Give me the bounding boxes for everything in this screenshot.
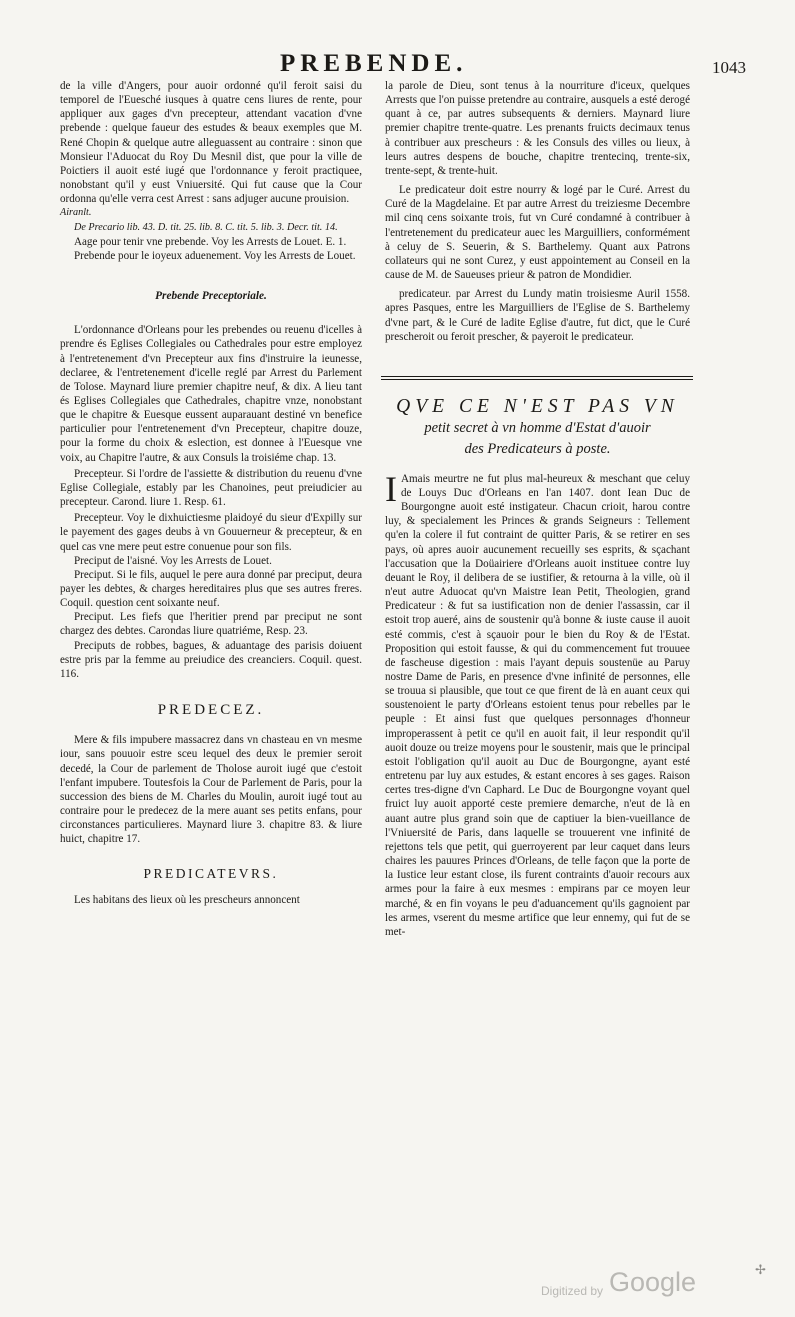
left-column-paragraph: Preciputs de robbes, bagues, & aduantage des parisis doiuent estre pris par la femme au preiudice des creanciers. Coquil. quest. 116. bbox=[60, 639, 362, 680]
left-column-paragraph: Preciput de l'aisné. Voy les Arrests de Louet. bbox=[74, 554, 272, 567]
chapter-subtitle-line-2: des Predicateurs à poste. bbox=[464, 440, 611, 457]
digitized-by-label: Digitized by bbox=[541, 1284, 604, 1298]
left-column-paragraph: De Precario lib. 43. D. tit. 25. lib. 8. C. tit. 5. lib. 3. Decr. tit. 14. bbox=[74, 221, 338, 233]
right-column bbox=[385, 79, 690, 939]
left-column-paragraph: Precepteur. Si l'ordre de l'assiette & distribution du reuenu d'vne Eglise Collegiale, estably par les Chanoines, peut preiudicier au precepteur. Carond. liure 1. Resp. 61. bbox=[60, 467, 362, 509]
left-column-paragraph: de la ville d'Angers, pour auoir ordonné qu'il feroit saisi du temporel de l'Euesché iusques à quatre cens liures de rente, pour appliquer aux gages d'vn precepteur, attendant vacation d'vne prebende : quelque faueur des estudes & beaux exemples que M. René Chopin & quelque autre alleguassent au contraire : sinon que Monsieur l'Aduocat du Roy Du Mesnil dist, que pour la ville de Poictiers il auoit esté iugé que l'ordonnance y feroit practiquee, nonobstant qu'il y eust Vniuersité. Qui fut cause que la Cour ordonna qu'elle verra cest Arrest : sans adjuger aucune prouision. bbox=[60, 80, 362, 206]
chapter-body bbox=[385, 468, 690, 939]
chapter-subtitle-line-1: petit secret à vn homme d'Estat d'auoir bbox=[424, 419, 651, 436]
right-column-paragraphs bbox=[385, 79, 690, 344]
left-column-paragraph: Airanlt. bbox=[60, 207, 92, 219]
running-header bbox=[0, 50, 795, 80]
right-column-paragraph: la parole de Dieu, sont tenus à la nourriture d'iceux, quelques Arrests que l'on puisse pretendre au contraire, ausquels a esté derogé quant à ce, par autres subsequents & derniers. Maynard liure premier chapitre trente-quatre. Les prenants fruicts decimaux tenus à contribuer aux prescheurs : & les Consuls des villes ou lieux, à leurs autres despens de bouche, chapitre trentecinq, trente-six, trente-sept, & trente-huit. bbox=[385, 80, 690, 177]
google-watermark bbox=[541, 1265, 731, 1305]
left-column-paragraph: Precepteur. Voy le dixhuictiesme plaidoyé du sieur d'Expilly sur le payement des gages deubs à vn Gouuerneur & precepteur, & en quel cas vne mere peut estre conuenue pour son fils. bbox=[60, 512, 362, 553]
drop-cap: I bbox=[385, 468, 397, 509]
left-column-paragraph: PREDICATEVRS. bbox=[143, 865, 279, 881]
left-column-paragraph: Aage pour tenir vne prebende. Voy les Arrests de Louet. E. 1. bbox=[74, 235, 347, 248]
decorative-ornament-icon: ✢ bbox=[755, 1262, 766, 1277]
left-column bbox=[60, 79, 362, 907]
running-title: PREBENDE. bbox=[280, 50, 468, 77]
page-number: 1043 bbox=[712, 58, 746, 77]
left-column-paragraph: PREDECEZ. bbox=[157, 702, 265, 719]
right-column-paragraph: Le predicateur doit estre nourry & logé par le Curé. Arrest du Curé de la Magdelaine. Et par autre Arrest du treiziesme Decembre mil cinq cens soixante trois, fut vn Curé condamné à contribuer à l'entretenement du predicateur auec les Marguilliers, conformément à celuy de S. Seuerin, & S. Barthelemy. Quant aux Patrons collateurs qui ne sont Curez, y eust appointement au Conseil en la cause de M. de Saueuses prieur & patron de Mondidier. bbox=[385, 184, 690, 282]
left-column-paragraph: L'ordonnance d'Orleans pour les prebendes ou reuenu d'icelles à prendre és Eglises Collegiales ou Cathedrales pour estre employez à l'entretenement d'vn Precepteur aux fins d'instruire la ieunesse, declaree, & l'entretenement d'icelle reglé par Arrest du Parlement de Tolose. Maynard liure premier chapitre neuf, & dix. A lieu tant és Eglises Collegiales que Cathedrales, chapitre vnze, nonobstant que le chapitre & Euesque eussent auparauant destiné vn benefice particulier pour l'entretenement d'vn Precepteur, chapitre douze, pour la forme du choix & eslection, est donnee à l'Euesque vne voix, au Chapitre l'autre, & aux Consuls la troisiéme chap. 13. bbox=[60, 324, 362, 464]
left-column-paragraph: Prebende pour le ioyeux aduenement. Voy les Arrests de Louet. bbox=[74, 249, 356, 262]
left-column-paragraph: Les habitans des lieux où les prescheurs annoncent bbox=[74, 893, 300, 906]
left-column-paragraph: Prebende Preceptoriale. bbox=[155, 290, 267, 303]
right-column-paragraph: predicateur. par Arrest du Lundy matin troisiesme Auril 1558. apres Pasques, entre les Marguilliers de l'Eglise de S. Barthelemy d'vne part, & le Curé de ladite Eglise d'autre, fut dict, que le Curé prescheroit ou feroit prescher, & payeroit le predicateur. bbox=[385, 288, 690, 343]
chapter-body-text: Amais meurtre ne fut plus mal-heureux & meschant que celuy de Louys Duc d'Orleans en l'an 1407. dont Iean Duc de Bourgongne auoit esté instigateur. Chacun crioit, harou contre luy, & specialement les Princes & grands Seigneurs : Tellement qu'en la colere il fut contraint de quitter Paris, & se retirer en ses pays, où apres auoir aucunement recueilly ses esprits, & sçachant l'accusation que la Doüairiere d'Orleans auoit instituee contre luy deuant le Roy, il delibera de se iustifier, & retourna à la ville, où il n'eut autre Aduocat qu'vn Maistre Iean Petit, Theologien, grand Predicateur : & fut sa iustification non de denier l'assassin, car il estoit trop aueré, ains de soustenir qu'à bonne & iuste cause il auoit esté commis, c'est à sçauoir pour le bien du Roy & de l'Estat. Proposition qui estoit fausse, & qui du commencement fut trouuee de fascheuse digestion : mais l'ayant depuis soustenüe au Paruy nostre Dame de Paris, en presence d'vne infinité de personnes, elle se trouua si plausible, que tout ce que firent de là en auant ceux qui soustenoient le party d'Orleans estoient tenus pour rebelles par le peuple : Et ainsi fust que quelques personnages d'honneur improperassent à petit ce qu'il en auoit fait, il leur respondit qu'il auoit douze ou treize moyens pour le soustenir, mais que le principal estoit l'obligation qu'il auoit au Duc de Bourgongne, ayant esté entretenu par luy aux estudes, & estant encores à ses gages. Raison certes tres-digne d'vn Caphard. Le Duc de Bourgongne voyant quel fruict luy auoit apporté ceste premiere demarche, n'eut de là en auant autre plus grand soin que de captiuer la bien-vueillance de l'Vniuersité de Paris, dans laquelle se trouuerent vne infinité de rejettons tels que petit, qui guerroyerent par leur caquet dans leurs chaires les pauures Princes d'Orleans, de telle façon que la porte de la Iustice leur estant close, ils furent contraints d'auoir recours aux armes pour la faire à eux mesmes : empirans par ce moyen leur marché, & en fin voyans le peu d'aduancement qu'ils gagnoient par les armes, vserent du mesme artifice que leur ennemy, qui fut de se met- bbox=[385, 472, 690, 938]
google-logo: Google bbox=[609, 1267, 697, 1297]
left-column-paragraph: Preciput. Les fiefs que l'heritier prend par preciput ne sont chargez des debtes. Carondas liure quatriéme, Resp. 23. bbox=[60, 611, 362, 638]
chapter-title: QVE CE N'EST PAS VN bbox=[396, 395, 679, 417]
left-column-paragraph: Preciput. Si le fils, auquel le pere aura donné par preciput, deura payer les debtes, & charges hereditaires plus que ses autres freres. Coquil. question cent soixante neuf. bbox=[60, 568, 362, 610]
left-column-paragraph: Mere & fils impubere massacrez dans vn chasteau en vn mesme iour, sans pouuoir estre sceu lequel des deux le premier seroit decedé, la Cour de parlement de Tholose auroit iugé que c'estoit l'enfant impubere. Toutesfois la Cour de Parlement de Paris, pour la succession des biens de M. Charles du Moulin, auroit iugé tout au contraire pour le predecez de la mere auant ses petits enfans, pour circonstances particulieres. Maynard liure 3. chapitre 83. & liure huict, chapitre 17. bbox=[60, 734, 362, 846]
section-rule bbox=[381, 376, 693, 380]
